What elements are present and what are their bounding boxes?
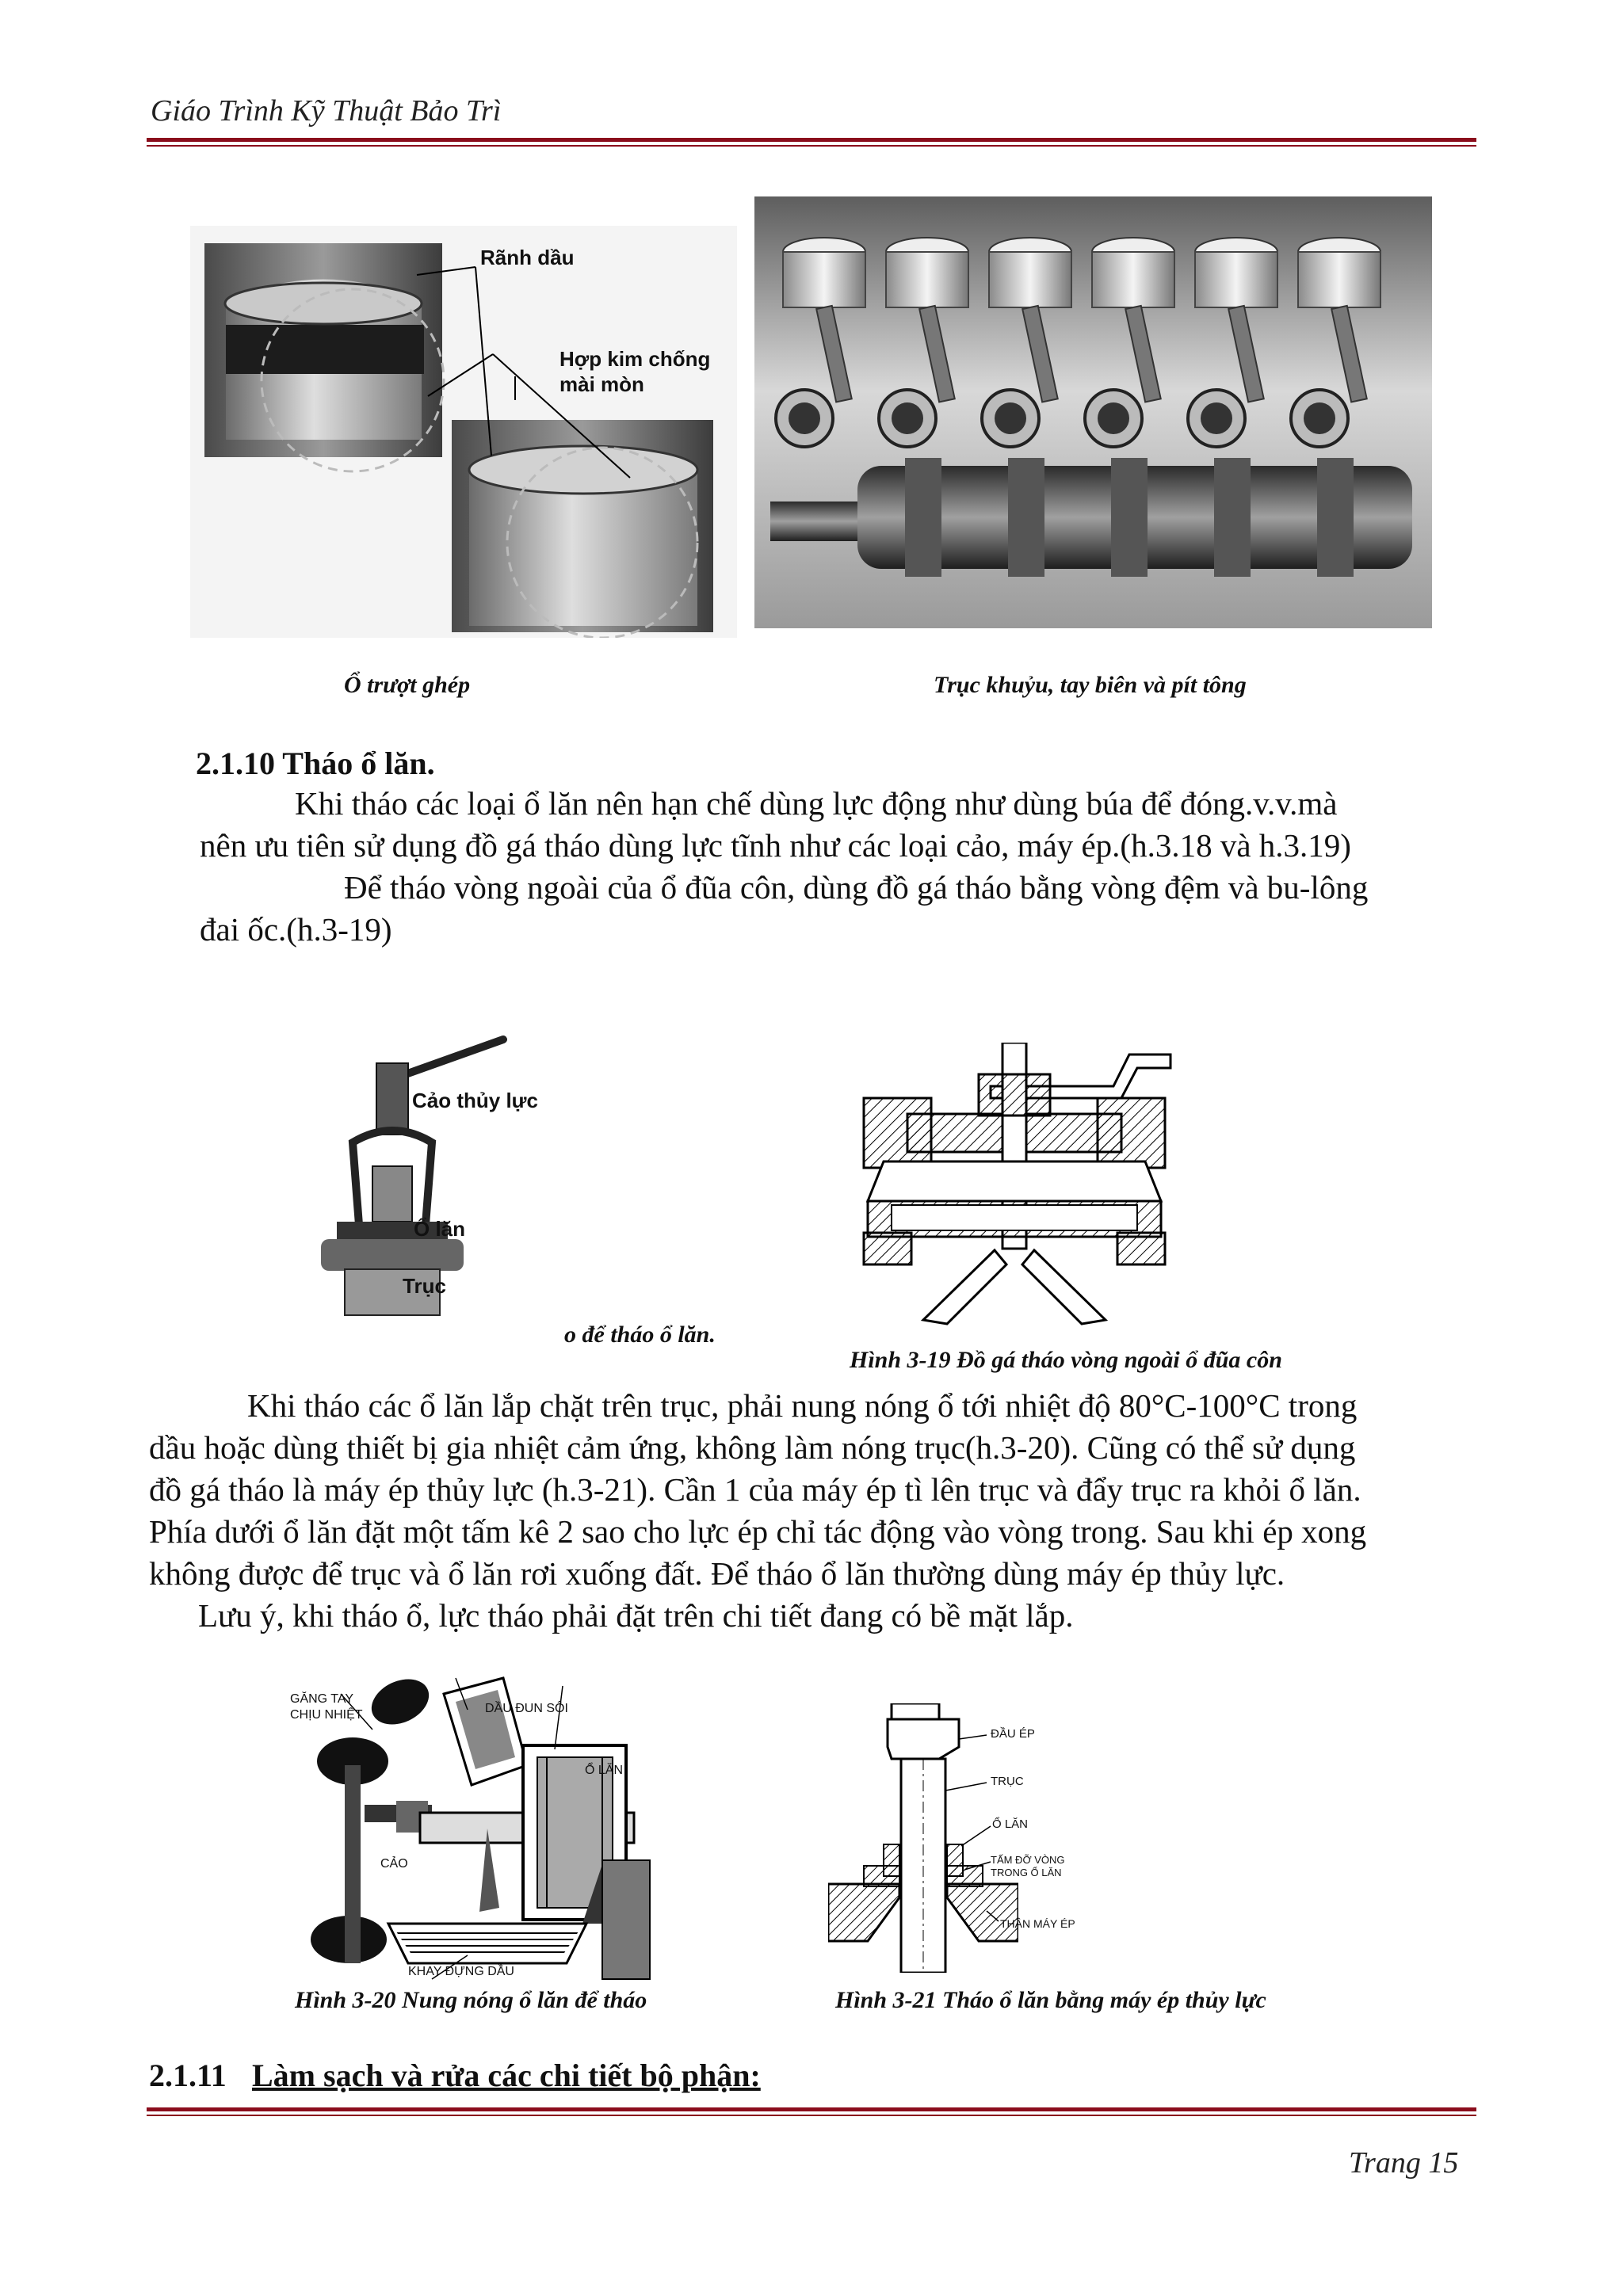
label-boiling-oil: DẦU ĐUN SÔI xyxy=(485,1702,568,1715)
label-press-body: THÂN MÁY ÉP xyxy=(1000,1917,1075,1930)
label-oil-tray: KHAY ĐỰNG DẦU xyxy=(408,1965,514,1978)
label-puller-3-20: CẢO xyxy=(380,1857,408,1871)
footer-rule-thin xyxy=(147,2115,1476,2116)
footer-rule-thick xyxy=(147,2107,1476,2111)
label-support-plate-line1: TẤM ĐỠ VÒNG xyxy=(991,1854,1065,1866)
paragraph-3-line-4: Phía dưới ổ lăn đặt một tấm kê 2 sao cho lực ép chỉ tác động vào vòng trong. Sau khi ép xong xyxy=(149,1513,1367,1550)
caption-split-bearing: Ổ trượt ghép xyxy=(344,672,471,698)
header-rule-thin xyxy=(147,145,1476,147)
page-number: Trang 15 xyxy=(1349,2146,1459,2180)
label-bearing-3-20: Ổ LĂN xyxy=(585,1764,624,1777)
label-gloves-line2: CHỊU NHIỆT xyxy=(290,1708,363,1722)
paragraph-1-line-1: Khi tháo các loại ổ lăn nên hạn chế dùng lực động như dùng búa để đóng.v.v.mà xyxy=(295,785,1338,822)
label-hydraulic-puller: Cảo thủy lực xyxy=(412,1089,538,1112)
label-support-plate-line2: TRONG Ổ LĂN xyxy=(991,1867,1062,1878)
label-alloy-line1: Hợp kim chống xyxy=(559,347,711,371)
label-shaft-3-21: TRỤC xyxy=(991,1775,1024,1788)
crankshaft-photo xyxy=(754,196,1432,628)
paragraph-3-line-3: đồ gá tháo là máy ép thủy lực (h.3-21). Cần 1 của máy ép tì lên trục và đẩy trục ra khỏi ổ lăn. xyxy=(149,1471,1361,1508)
paragraph-3-line-1: Khi tháo các ổ lăn lắp chặt trên trục, phải nung nóng ổ tới nhiệt độ 80°C-100°C trong xyxy=(247,1387,1358,1424)
paragraph-2-line-1: Để tháo vòng ngoài của ổ đũa côn, dùng đồ gá tháo bằng vòng đệm và bu-lông xyxy=(344,869,1369,906)
label-roller-bearing: Ổ lăn xyxy=(414,1217,466,1241)
split-bearing-figure xyxy=(190,226,737,638)
label-oil-groove: Rãnh dầu xyxy=(480,246,575,269)
fig-3-21-hydraulic-press xyxy=(828,1703,1018,1973)
label-press-head: ĐẦU ÉP xyxy=(991,1727,1035,1741)
section-heading-2-1-10: 2.1.10 Tháo ổ lăn. xyxy=(196,746,435,781)
caption-fig-3-18-partial: o để tháo ổ lăn. xyxy=(564,1322,716,1348)
paragraph-2-line-2: đai ốc.(h.3-19) xyxy=(200,911,392,948)
paragraph-1-line-2: nên ưu tiên sử dụng đồ gá tháo dùng lực tĩnh như các loại cảo, máy ép.(h.3.18 và h.3.19) xyxy=(200,827,1351,864)
caption-crankshaft: Trục khuỷu, tay biên và pít tông xyxy=(934,672,1247,698)
section-heading-2-1-11: Làm sạch và rửa các chi tiết bộ phận: xyxy=(252,2058,761,2093)
label-bearing-3-21: Ổ LĂN xyxy=(992,1817,1029,1831)
label-alloy-line2: mài mòn xyxy=(559,372,644,396)
section-number-2-1-11: 2.1.11 xyxy=(149,2058,227,2093)
paragraph-3-line-2: dầu hoặc dùng thiết bị gia nhiệt cảm ứng, không làm nóng trục(h.3-20). Cũng có thể sử dụng xyxy=(149,1429,1356,1466)
fig-3-19-outer-ring-jig xyxy=(860,1043,1193,1328)
header-rule-thick xyxy=(147,138,1476,142)
caption-fig-3-20: Hình 3-20 Nung nóng ổ lăn để tháo xyxy=(295,1987,647,2013)
caption-fig-3-21: Hình 3-21 Tháo ổ lăn bằng máy ép thủy lực xyxy=(835,1987,1266,2013)
running-header: Giáo Trình Kỹ Thuật Bảo Trì xyxy=(151,94,502,128)
paragraph-3-line-5: không được để trục và ổ lăn rơi xuống đất. Để tháo ổ lăn thường dùng máy ép thủy lực. xyxy=(149,1555,1285,1592)
paragraph-4-note: Lưu ý, khi tháo ổ, lực tháo phải đặt trên chi tiết đang có bề mặt lắp. xyxy=(198,1597,1074,1634)
label-shaft: Trục xyxy=(403,1274,446,1298)
caption-fig-3-19: Hình 3-19 Đồ gá tháo vòng ngoài ổ đũa côn xyxy=(850,1347,1282,1373)
label-gloves-line1: GĂNG TAY xyxy=(290,1692,354,1706)
